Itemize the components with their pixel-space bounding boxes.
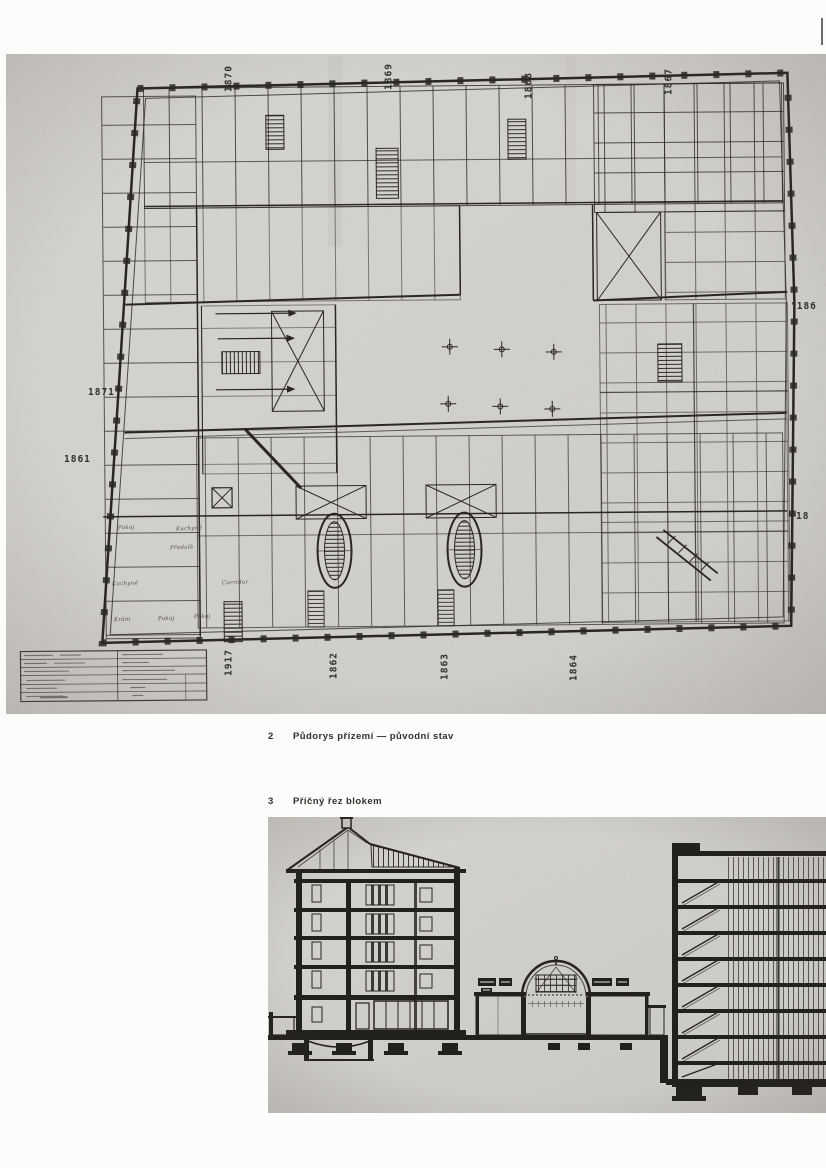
plan-year-label: 1868 xyxy=(523,72,535,99)
plan-year-label: 1871 xyxy=(88,387,115,398)
plan-year-label: 1870 xyxy=(223,65,235,92)
plan-room-label: Corridor xyxy=(221,579,249,587)
plan-room-label: Krám xyxy=(113,616,131,624)
plan-year-label: 1862 xyxy=(328,652,340,679)
floor-plan-drawing xyxy=(6,54,826,714)
plan-room-label: Pokoj xyxy=(193,613,211,621)
cross-section-drawing xyxy=(268,817,826,1113)
plan-room-label: Předsíň xyxy=(169,544,194,552)
caption-text: Půdorys přízemí — původní stav xyxy=(293,731,454,742)
plan-year-label: 1867 xyxy=(663,68,675,95)
plan-year-label: 1864 xyxy=(568,654,580,681)
plan-room-label: Kuchyně xyxy=(111,580,139,588)
caption-text: Příčný řez blokem xyxy=(293,796,382,807)
caption-number: 3 xyxy=(268,796,274,807)
figure-section-photo xyxy=(268,817,826,1113)
caption-number: 2 xyxy=(268,731,274,742)
plan-year-label: 1863 xyxy=(439,653,451,680)
plan-year-label: 1869 xyxy=(383,63,395,90)
plan-room-label: Kuchyně xyxy=(175,525,203,533)
crop-mark xyxy=(821,18,823,45)
plan-room-label: Pokoj xyxy=(157,615,175,623)
figure-caption-3 xyxy=(268,796,382,807)
figure-plan-photo xyxy=(6,54,826,714)
plan-year-label: 1861 xyxy=(64,454,91,465)
plan-year-label: '186 xyxy=(790,301,817,312)
plan-room-label: Pokoj xyxy=(117,524,135,532)
plan-year-label: 18 xyxy=(796,511,810,522)
figure-caption-2 xyxy=(268,731,454,742)
plan-year-label: 1917 xyxy=(223,649,235,676)
